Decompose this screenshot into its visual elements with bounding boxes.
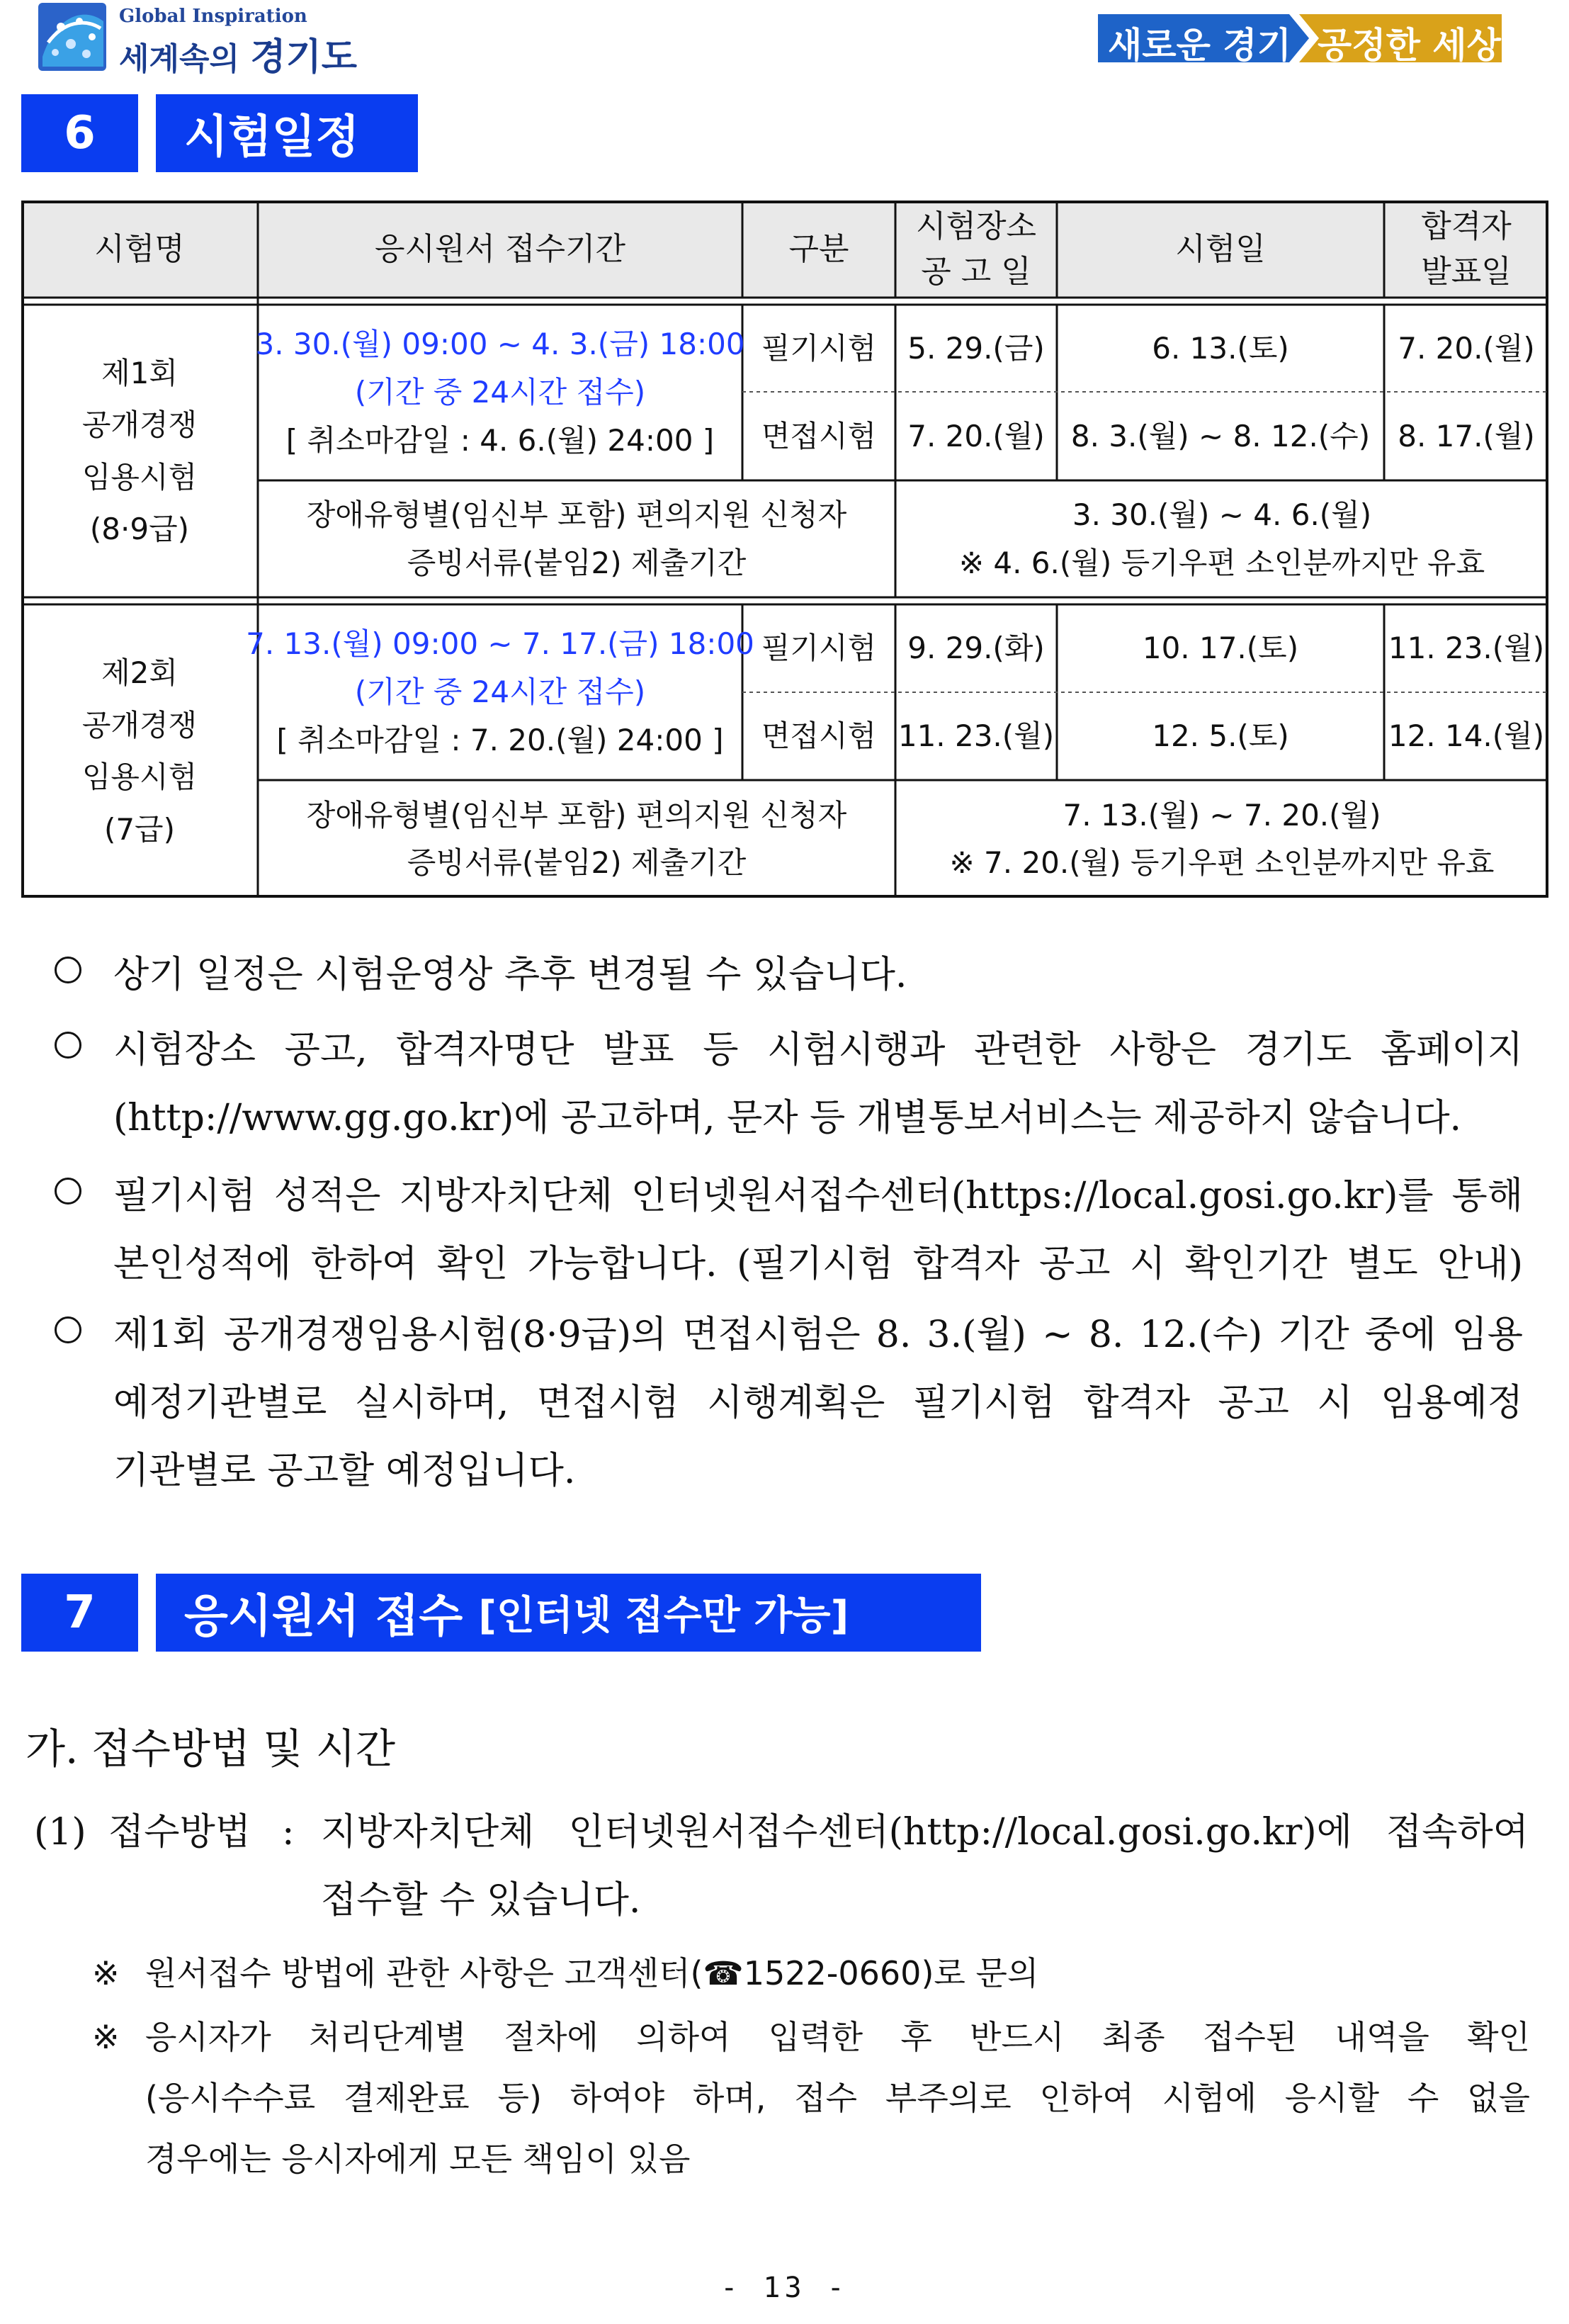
round-2-name — [21, 604, 258, 898]
round-2-name-line: 공개경쟁 — [81, 707, 198, 743]
schedule-note-2-line: 시험장소 공고, 합격자명단 발표 등 시험시행과 관련한 사항은 경기도 홈페이지 — [113, 1029, 1523, 1071]
logo-korean-text — [119, 27, 357, 80]
round-2-written-result: 11. 23.(월) — [1388, 631, 1545, 666]
schedule-note-4-line: 제1회 공개경쟁임용시험(8·9급)의 면접시험은 8. 3.(월) ~ 8. 12.(수) 기간 중에 임용 — [113, 1314, 1523, 1356]
section-7-number: 7 — [21, 1574, 138, 1652]
item-1-line2: 접수할 수 있습니다. — [321, 1879, 641, 1922]
header-venue-notice-line1: 시험장소 — [915, 208, 1036, 244]
round-1-interview-result: 8. 17.(월) — [1398, 418, 1535, 453]
circle-bullet-icon — [55, 1316, 81, 1343]
section-7-header — [21, 1574, 981, 1652]
round-2-name-line: (7급) — [103, 811, 176, 847]
round-2-interview-venue: 11. 23.(월) — [897, 718, 1055, 754]
schedule-note-4 — [57, 1301, 1523, 1505]
round-1-written-label: 필기시험 — [761, 330, 877, 366]
round-2-support-label — [258, 780, 895, 898]
section-6-header — [21, 94, 418, 172]
header-application-period: 응시원서 접수기간 — [374, 230, 626, 267]
round-2-name-line: 제2회 — [101, 655, 178, 690]
schedule-note-4-line: 예정기관별로 실시하며, 면접시험 시행계획은 필기시험 합격자 공고 시 임용예정 — [113, 1382, 1523, 1424]
round-1-written-venue: 5. 29.(금) — [907, 330, 1045, 366]
note-responsibility-line: (응시수수료 결제완료 등) 하여야 하며, 접수 부주의로 인하여 시험에 응시할 수 없을 — [145, 2079, 1530, 2117]
round-1-support-label-line2: 증빙서류(붙임2) 제출기간 — [407, 545, 747, 580]
schedule-note-1 — [57, 941, 1523, 1009]
round-2-support-note: ※ 7. 20.(월) 등기우편 소인분까지만 유효 — [949, 845, 1495, 880]
round-1-written-exam: 6. 13.(토) — [1152, 330, 1289, 366]
round-2-written-exam: 10. 17.(토) — [1142, 631, 1299, 666]
round-2-period-note: (기간 중 24시간 접수) — [354, 674, 646, 709]
gyeonggi-emblem-icon — [35, 0, 113, 75]
schedule-note-2-line: (http://www.gg.go.kr)에 공고하며, 문자 등 개별통보서비스는 제공하지 않습니다. — [113, 1097, 1462, 1139]
reference-mark-icon: ※ — [92, 2018, 120, 2056]
round-2-name-line: 임용시험 — [81, 760, 198, 794]
gyeonggi-logo — [35, 0, 358, 79]
section-6-title: 시험일정 — [156, 94, 418, 172]
page-number: - 13 - — [720, 2272, 849, 2304]
item-1-key: 접수방법 — [108, 1811, 251, 1854]
round-2-written-label: 필기시험 — [761, 631, 877, 666]
round-1-name — [21, 305, 258, 597]
header-result-date — [1384, 201, 1548, 298]
schedule-note-1-line: 상기 일정은 시험운영상 추후 변경될 수 있습니다. — [113, 954, 907, 996]
schedule-note-3-line: 본인성적에 한하여 확인 가능합니다. (필기시험 합격자 공고 시 확인기간 별도 안내) — [113, 1243, 1523, 1285]
section-7-title-main: 응시원서 접수 — [184, 1591, 463, 1643]
circle-bullet-icon — [55, 1032, 81, 1059]
round-2-interview-result: 12. 14.(월) — [1388, 718, 1545, 754]
schedule-note-4-line: 기관별로 공고할 예정입니다. — [113, 1450, 576, 1492]
header-result-line2: 발표일 — [1421, 253, 1512, 290]
header-exam-date: 시험일 — [1175, 230, 1266, 267]
round-1-interview-venue: 7. 20.(월) — [907, 418, 1045, 453]
item-1-line1: 지방자치단체 인터넷원서접수센터(http://local.gosi.go.kr)에 접속하여 — [321, 1811, 1529, 1854]
logo-korean-prefix: 세계속의 — [119, 41, 240, 77]
round-1-period-cancel: [ 취소마감일 : 4. 6.(월) 24:00 ] — [285, 423, 715, 458]
header-result-line1: 합격자 — [1421, 208, 1512, 244]
note-responsibility-line: 경우에는 응시자에게 모든 책임이 있음 — [145, 2140, 691, 2178]
section-6-number: 6 — [21, 94, 138, 172]
round-1-name-line: 공개경쟁 — [81, 407, 198, 442]
round-1-interview-label: 면접시험 — [761, 418, 877, 453]
slogan-banner — [1098, 14, 1502, 66]
round-1-name-line: 제1회 — [101, 355, 178, 390]
header-exam-name: 시험명 — [94, 230, 185, 267]
item-1-application-method — [34, 1798, 1529, 1934]
exam-schedule-table — [21, 201, 1548, 898]
note-customer-center — [92, 1943, 1530, 2004]
round-1-support-note: ※ 4. 6.(월) 등기우편 소인분까지만 유효 — [958, 545, 1485, 580]
round-2-written-venue: 9. 29.(화) — [907, 631, 1045, 666]
round-1-name-line: (8·9급) — [89, 512, 190, 546]
schedule-note-2 — [57, 1016, 1523, 1152]
section-7-title — [156, 1574, 981, 1652]
note-applicant-responsibility — [92, 2007, 1530, 2189]
header-category: 구분 — [788, 230, 849, 267]
round-1-period-note: (기간 중 24시간 접수) — [354, 374, 646, 410]
round-2-period-cancel: [ 취소마감일 : 7. 20.(월) 24:00 ] — [276, 723, 724, 758]
circle-bullet-icon — [55, 1178, 81, 1205]
round-1-interview-exam: 8. 3.(월) ~ 8. 12.(수) — [1070, 418, 1371, 453]
note-customer-center-text: 원서접수 방법에 관한 사항은 고객센터(☎1522-0660)로 문의 — [145, 1954, 1039, 1992]
round-1-support-period-value: 3. 30.(월) ~ 4. 6.(월) — [1072, 497, 1372, 533]
slogan-left-text: 새로운 경기 — [1108, 25, 1291, 66]
item-1-number: (1) — [34, 1811, 86, 1854]
round-1-support-period — [895, 480, 1548, 597]
round-2-period-main: 7. 13.(월) 09:00 ~ 7. 17.(금) 18:00 — [246, 626, 754, 661]
round-2-support-period-value: 7. 13.(월) ~ 7. 20.(월) — [1063, 797, 1381, 833]
round-2-support-period — [895, 780, 1548, 898]
round-1-written-result: 7. 20.(월) — [1398, 330, 1535, 366]
round-2-interview-exam: 12. 5.(토) — [1152, 718, 1289, 754]
schedule-note-3-line: 필기시험 성적은 지방자치단체 인터넷원서접수센터(https://local.gosi.go.kr)를 통해 — [113, 1175, 1523, 1217]
circle-bullet-icon — [55, 957, 81, 983]
round-1-support-label — [258, 480, 895, 597]
note-responsibility-line: 응시자가 처리단계별 절차에 의하여 입력한 후 반드시 최종 접수된 내역을 확인 — [145, 2018, 1530, 2056]
round-1-period-main: 3. 30.(월) 09:00 ~ 4. 3.(금) 18:00 — [255, 326, 745, 361]
round-1-name-line: 임용시험 — [81, 459, 198, 495]
section-7-title-sub: [인터넷 접수만 가능] — [478, 1593, 849, 1639]
logo-korean-main: 경기도 — [250, 36, 358, 79]
round-2-support-label-line1: 장애유형별(임신부 포함) 편의지원 신청자 — [306, 797, 847, 833]
schedule-note-3 — [57, 1162, 1523, 1298]
slogan-right-text: 공정한 세상 — [1318, 25, 1501, 66]
round-2-application-period — [246, 604, 754, 780]
round-1-support-label-line1: 장애유형별(임신부 포함) 편의지원 신청자 — [306, 497, 847, 533]
round-1-application-period — [255, 305, 745, 480]
item-1-colon: : — [282, 1811, 295, 1854]
reference-mark-icon: ※ — [92, 1954, 120, 1992]
round-2-support-label-line2: 증빙서류(붙임2) 제출기간 — [407, 845, 747, 880]
header-venue-notice-line2: 공 고 일 — [921, 253, 1031, 290]
subheading-method-time: 가. 접수방법 및 시간 — [26, 1725, 395, 1773]
header-venue-notice — [895, 201, 1057, 298]
round-2-interview-label: 면접시험 — [761, 718, 877, 754]
logo-english-text: Global Inspiration — [119, 6, 307, 27]
